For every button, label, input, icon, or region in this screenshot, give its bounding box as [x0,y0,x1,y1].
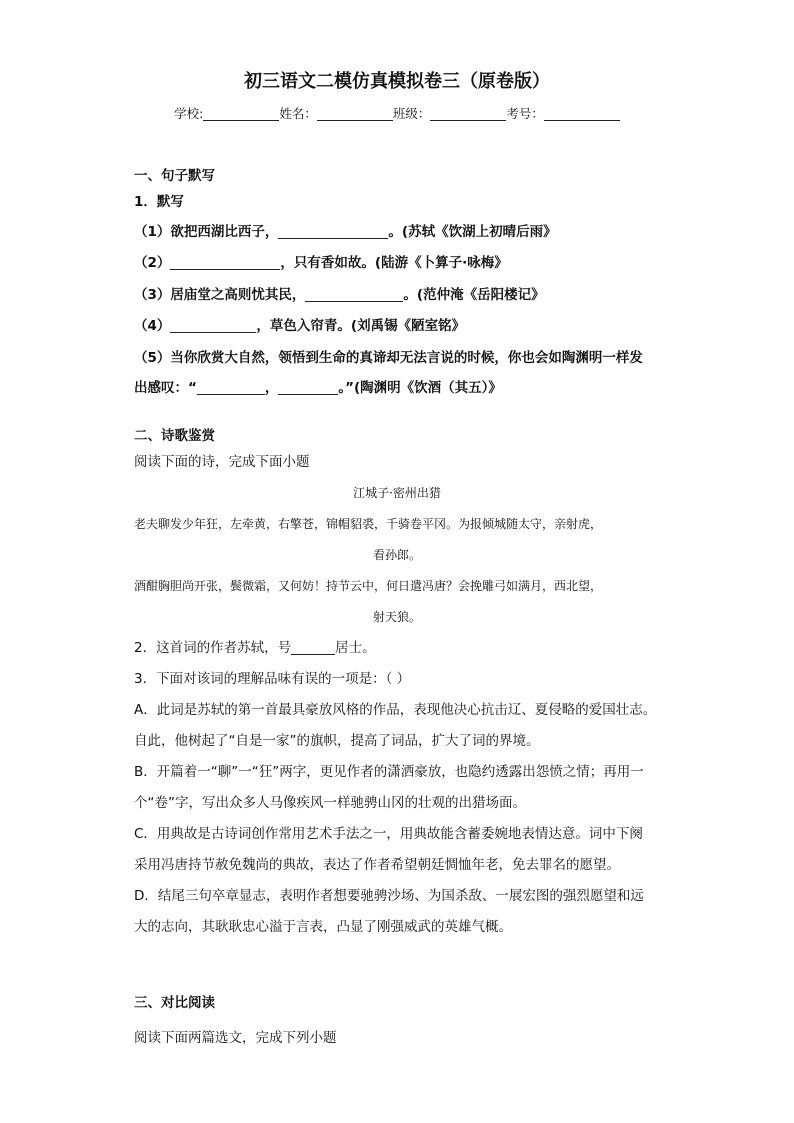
answer-blank [305,287,403,302]
class-label: 班级： [392,106,431,121]
poem-line: 老夫聊发少年狂，左牵黄，右擎苍，锦帽貂裘，千骑卷平冈。为报倾城随太守，亲射虎， [134,517,603,531]
name-label: 姓名： [279,106,317,121]
name-blank [317,106,393,121]
section-heading-3: 三、对比阅读 [134,995,215,1011]
school-label: 学校: [174,106,204,121]
recitation-item-3: （3）居庙堂之高则忧其民， 。(范仲淹《岳阳楼记》 [134,287,545,303]
recitation-item-5-line-1: （5）当你欣赏大自然，领悟到生命的真谛却无法言说的时候，你也会如陶渊明一样发 [134,350,643,366]
answer-blank [278,380,338,395]
recitation-item-2: （2） ，只有香如故。(陆游《卜算子·咏梅》 [134,255,508,271]
option-d-line-2: 大的志向，其耿耿忠心溢于言表，凸显了刚强威武的英雄气概。 [134,919,512,935]
question-2: 2．这首词的作者苏轼，号 居士。 [134,640,376,656]
recitation-item-5-line-2: 出感叹：“ ， 。”(陶渊明《饮酒（其五）》 [134,380,502,396]
option-b-line-1: B．开篇着一“聊”一“狂”两字，更见作者的潇洒豪放，也隐约透露出怨愤之情；再用一 [134,764,644,780]
recitation-item-4: （4） ，草色入帘青。(刘禹锡《陋室铭》 [134,318,466,334]
option-d-line-1: D．结尾三句卒章显志，表明作者想要驰骋沙场、为国杀敌、一展宏图的强烈愿望和远 [134,888,644,904]
section-3-instruction: 阅读下面两篇选文，完成下列小题 [134,1030,337,1046]
exam-no-blank [544,106,620,121]
recitation-item-1: （1）欲把西湖比西子， 。(苏轼《饮湖上初晴后雨》 [134,224,557,240]
option-c-line-1: C．用典故是古诗词创作常用艺术手法之一，用典故能含蓄委婉地表情达意。词中下阕 [134,826,643,842]
poem-line: 酒酣胸胆尚开张，鬓微霜，又何妨！持节云中，何日遣冯唐？会挽雕弓如满月，西北望， [134,579,603,593]
answer-blank [170,318,256,333]
option-c-line-2: 采用冯唐持节赦免魏尚的典故，表达了作者希望朝廷惆恤年老，免去罪名的愿望。 [134,857,620,873]
option-b-line-2: 个“卷”字，写出众多人马像疾风一样驰骋山冈的壮观的出猎场面。 [134,795,526,811]
answer-blank [278,224,388,239]
exam-no-label: 考号： [506,106,544,121]
question-1-label: 1．默写 [134,194,184,210]
poem-line: 射天狼。 [372,610,421,624]
class-blank [430,106,506,121]
answer-blank [291,640,335,655]
section-heading-1: 一、句子默写 [134,168,215,184]
answer-blank [170,255,280,270]
answer-blank [197,380,265,395]
poem-title: 江城子·密州出猎 [353,486,441,500]
option-a-line-1: A．此词是苏轼的第一首最具豪放风格的作品，表现他决心抗击辽、夏侵略的爱国壮志。 [134,702,657,718]
student-info-row [0,104,794,124]
page-title: 初三语文二模仿真模拟卷三（原卷版） [244,71,550,92]
section-heading-2: 二、诗歌鉴赏 [134,428,215,444]
section-2-instruction: 阅读下面的诗，完成下面小题 [134,454,310,470]
school-blank [203,106,279,121]
question-3: 3．下面对该词的理解品味有误的一项是：（ ） [134,671,411,687]
option-a-line-2: 自此，他树起了“自是一家”的旗帜，提高了词品，扩大了词的界境。 [134,733,540,749]
poem-line: 看孙郎。 [372,548,421,562]
